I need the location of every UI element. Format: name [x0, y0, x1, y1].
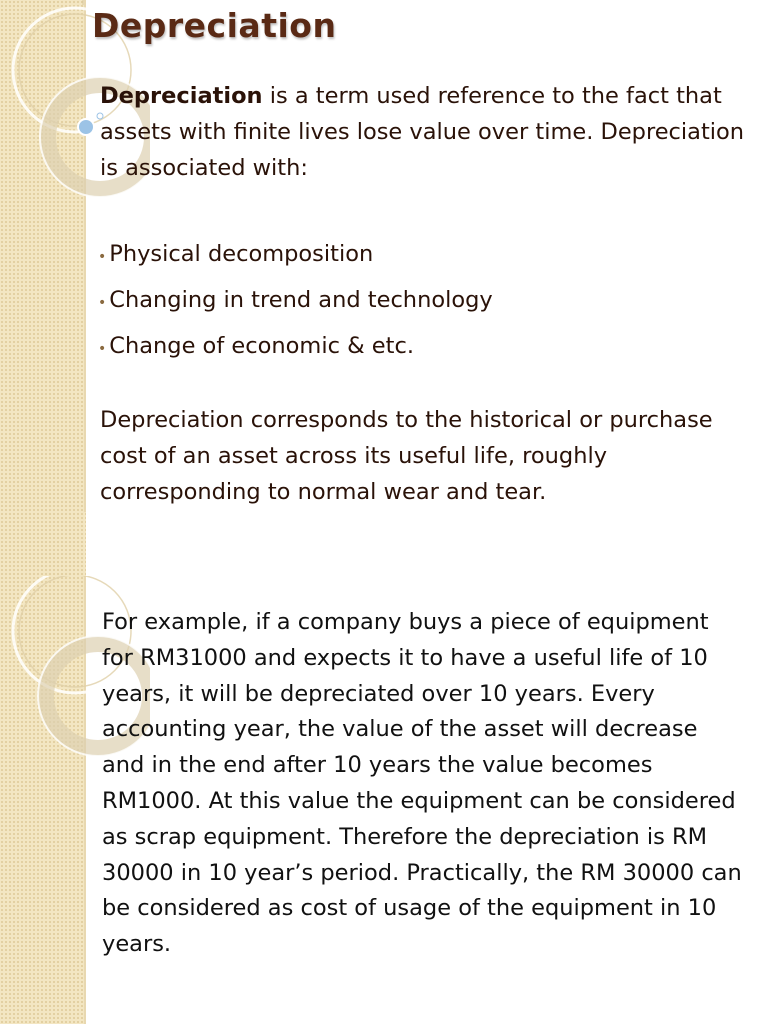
definition-text: is a term used reference to the fact that assets with finite lives lose value over time. Depreciation is associated with:: [100, 83, 745, 181]
association-list: [98, 233, 758, 371]
slide-title: Depreciation: [92, 6, 337, 45]
corresponds-paragraph: Depreciation corresponds to the historical or purchase cost of an asset across its useful life, roughly corresponding to normal wear and tear.: [100, 407, 713, 505]
slide-depreciation-example: [0, 576, 768, 1024]
slide-gap: [0, 512, 768, 576]
list-item-text: Physical decomposition: [109, 241, 374, 267]
list-item: [98, 279, 758, 325]
bullet-icon: •: [98, 295, 107, 311]
list-item-text: Change of economic & etc.: [109, 333, 414, 359]
example-paragraph: For example, if a company buys a piece of equipment for RM31000 and expects it to have a useful life of 10 years, it will be depreciated over 10 years. Every accounting year, the value of the asset will decrease and in the end after 10 years the value becomes RM1000. At this value the equipment can be considered as scrap equipment. Therefore the depreciation is RM 30000 in 10 year’s period. Practically, the RM 30000 can be considered as cost of usage of the equipment in 10 years.: [102, 609, 742, 958]
definition-paragraph: [100, 78, 760, 186]
gap-side-strip: [0, 512, 86, 576]
bullet-icon: •: [98, 249, 107, 265]
list-item: [98, 325, 758, 371]
bullet-icon: •: [98, 341, 107, 357]
list-item-text: Changing in trend and technology: [109, 287, 493, 313]
list-item: [98, 233, 758, 279]
definition-keyword: Depreciation: [100, 83, 263, 109]
